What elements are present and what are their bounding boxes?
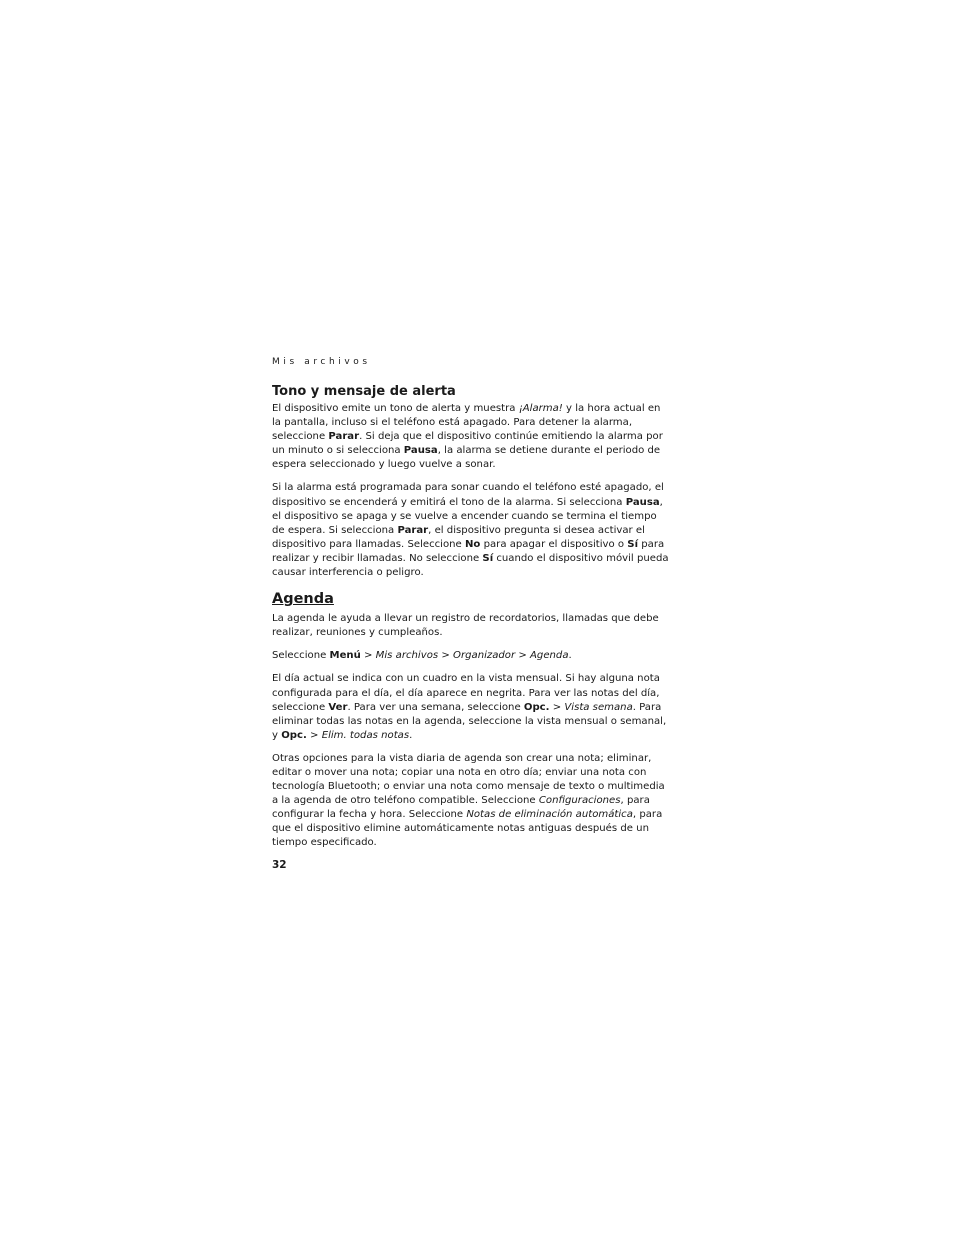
alert-section-title: Tono y mensaje de alerta <box>272 384 456 399</box>
agenda-paragraph-1: La agenda le ayuda a llevar un registro de recordatorios, llamadas que debe realizar, reuniones y cumpleaños. <box>272 613 659 639</box>
alert-paragraph-2: Si la alarma está programada para sonar cuando el teléfono esté apagado, el dispositivo se encenderá y emitirá el tono de la alarma. Si selecciona Pausa, el dispositivo se apaga y se vuelve a encender cuando se termina el tiempo de espera. Si selecciona Parar, el dispositivo pregunta si desea activar el dispositivo para llamadas. Seleccione No para apagar el dispositivo o Sí para realizar y recibir llamadas. No seleccione Sí cuando el dispositivo móvil pueda causar interferencia o peligro. <box>272 482 669 579</box>
agenda-section-title: Agenda <box>272 591 334 608</box>
document-page <box>272 356 670 860</box>
page-number: 32 <box>272 859 287 871</box>
agenda-paragraph-3: El día actual se indica con un cuadro en la vista mensual. Si hay alguna nota configurada para el día, el día aparece en negrita. Para ver las notas del día, seleccione Ver. Para ver una semana, seleccione Opc. > Vista semana. Para eliminar todas las notas en la agenda, seleccione la vista mensual o semanal, y Opc. > Elim. todas notas. <box>272 673 667 741</box>
agenda-menu-path: Seleccione Menú > Mis archivos > Organizador > Agenda. <box>272 650 572 662</box>
alert-paragraph-1: El dispositivo emite un tono de alerta y muestra ¡Alarma! y la hora actual en la pantalla, incluso si el teléfono está apagado. Para detener la alarma, seleccione Parar. Si deja que el dispositivo continúe emitiendo la alarma por un minuto o si selecciona Pausa, la alarma se detiene durante el periodo de espera seleccionado y luego vuelve a sonar. <box>272 403 663 471</box>
running-head: Mis archivos <box>272 357 371 367</box>
agenda-paragraph-4: Otras opciones para la vista diaria de agenda son crear una nota; eliminar, editar o mover una nota; copiar una nota en otro día; enviar una nota con tecnología Bluetooth; o enviar una nota como mensaje de texto o multimedia a la agenda de otro teléfono compatible. Seleccione Configuraciones, para configurar la fecha y hora. Seleccione Notas de eliminación automática, para que el dispositivo elimine automáticamente notas antiguas después de un tiempo especificado. <box>272 752 665 849</box>
